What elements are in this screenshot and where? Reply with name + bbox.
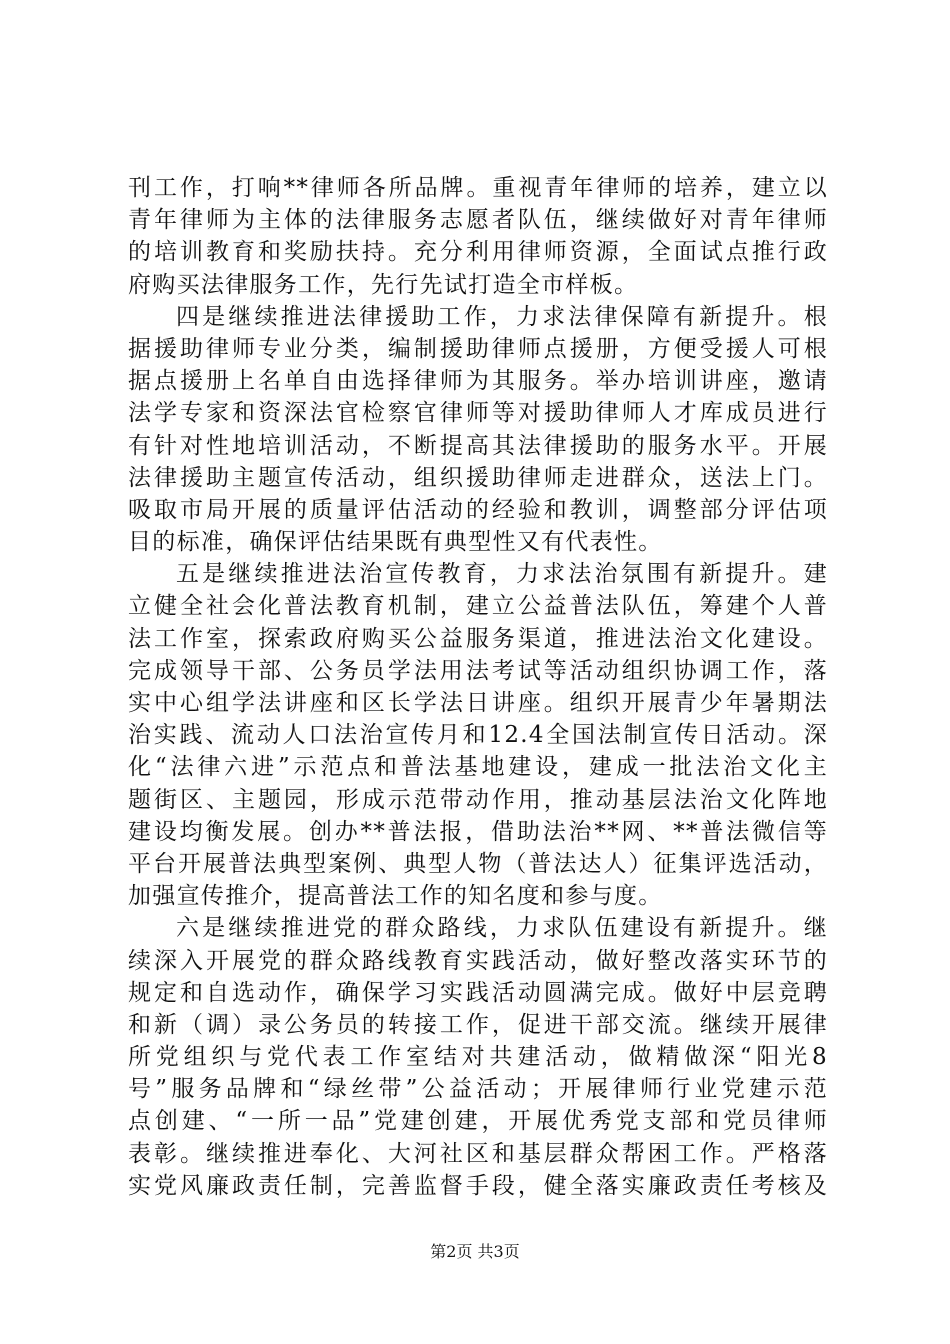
document-body [128, 172, 828, 1202]
text-line: 表彰。继续推进奉化、大河社区和基层群众帮困工作。严格落 [128, 1140, 828, 1167]
text-line: 四是继续推进法律援助工作，力求法律保障有新提升。根 [176, 303, 828, 330]
text-line: 化“法律六进”示范点和普法基地建设，建成一批法治文化主 [128, 754, 828, 781]
text-line: 治实践、流动人口法治宣传月和12.4全国法制宣传日活动。深 [128, 722, 828, 749]
text-line: 立健全社会化普法教育机制，建立公益普法队伍，筹建个人普 [128, 593, 828, 620]
text-line: 法律援助主题宣传活动，组织援助律师走进群众，送法上门。 [128, 464, 828, 491]
text-line: 法学专家和资深法官检察官律师等对援助律师人才库成员进行 [128, 400, 828, 427]
text-line: 法工作室，探索政府购买公益服务渠道，推进法治文化建设。 [128, 625, 828, 652]
text-line: 续深入开展党的群众路线教育实践活动，做好整改落实环节的 [128, 947, 828, 974]
text-line: 目的标准，确保评估结果既有典型性又有代表性。 [128, 529, 663, 556]
paragraph-publicity [128, 558, 828, 912]
text-line: 所党组织与党代表工作室结对共建活动，做精做深“阳光8 [128, 1044, 828, 1071]
text-line: 五是继续推进法治宣传教育，力求法治氛围有新提升。建 [176, 561, 828, 588]
text-line: 号”服务品牌和“绿丝带”公益活动；开展律师行业党建示范 [128, 1076, 828, 1103]
text-line: 府购买法律服务工作，先行先试打造全市样板。 [128, 271, 639, 298]
text-line: 青年律师为主体的法律服务志愿者队伍，继续做好对青年律师 [128, 207, 828, 234]
paragraph-legal-aid [128, 301, 828, 559]
text-line: 实党风廉政责任制，完善监督手段，健全落实廉政责任考核及 [128, 1172, 828, 1199]
text-line: 有针对性地培训活动，不断提高其法律援助的服务水平。开展 [128, 432, 828, 459]
text-line: 刊工作，打响**律师各所品牌。重视青年律师的培养，建立以 [128, 175, 828, 201]
text-line: 据点援册上名单自由选择律师为其服务。举办培训讲座，邀请 [128, 368, 828, 395]
text-line: 建设均衡发展。创办**普法报，借助法治**网、**普法微信等 [128, 818, 828, 845]
text-line: 题街区、主题园，形成示范带动作用，推动基层法治文化阵地 [128, 786, 828, 813]
paragraph-party [128, 912, 828, 1202]
paragraph-continuation [128, 172, 828, 301]
text-line: 加强宣传推介，提高普法工作的知名度和参与度。 [128, 883, 663, 910]
text-line: 平台开展普法典型案例、典型人物（普法达人）征集评选活动， [128, 850, 828, 877]
text-line: 六是继续推进党的群众路线，力求队伍建设有新提升。继 [176, 915, 828, 942]
text-line: 的培训教育和奖励扶持。充分利用律师资源，全面试点推行政 [128, 239, 828, 266]
text-line: 点创建、“一所一品”党建创建，开展优秀党支部和党员律师 [128, 1108, 828, 1135]
text-line: 实中心组学法讲座和区长学法日讲座。组织开展青少年暑期法 [128, 690, 828, 716]
text-line: 吸取市局开展的质量评估活动的经验和教训，调整部分评估项 [128, 496, 828, 523]
text-line: 完成领导干部、公务员学法用法考试等活动组织协调工作，落 [128, 657, 828, 684]
text-line: 规定和自选动作，确保学习实践活动圆满完成。做好中层竞聘 [128, 979, 828, 1006]
text-line: 和新（调）录公务员的转接工作，促进干部交流。继续开展律 [128, 1011, 828, 1038]
text-line: 据援助律师专业分类，编制援助律师点援册，方便受援人可根 [128, 335, 828, 362]
page-number-footer: 第2页 共3页 [430, 1242, 520, 1261]
